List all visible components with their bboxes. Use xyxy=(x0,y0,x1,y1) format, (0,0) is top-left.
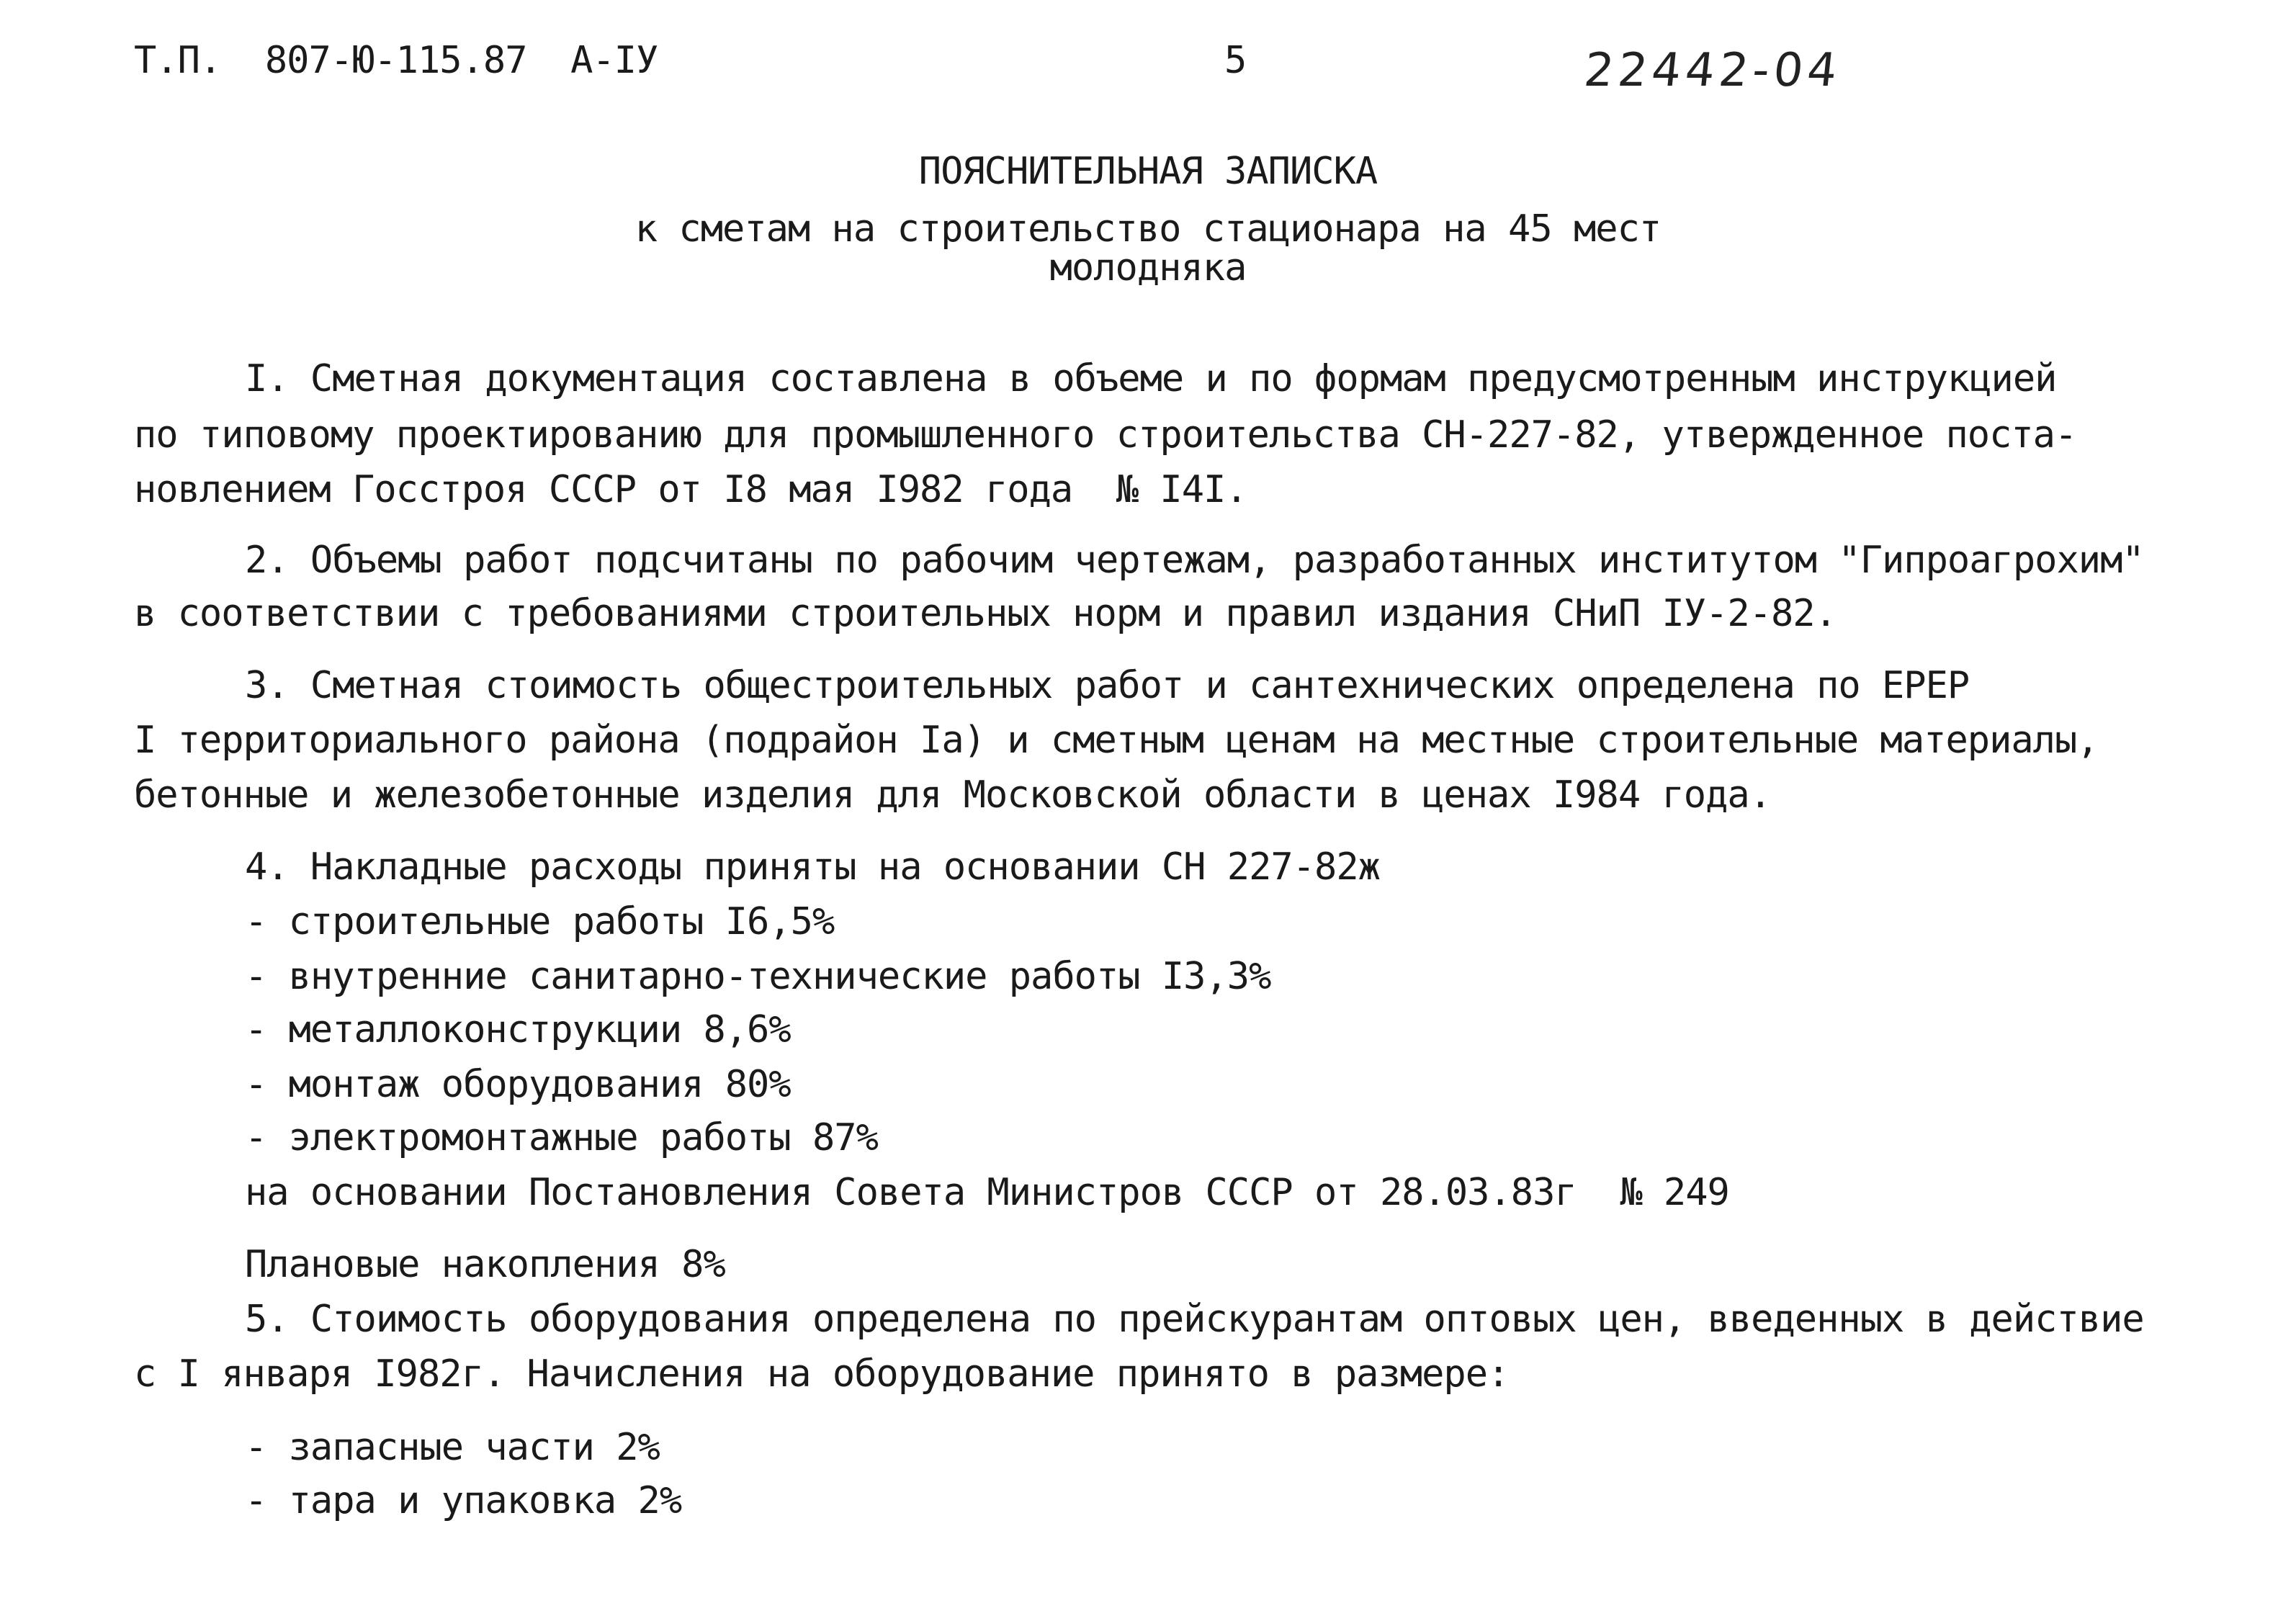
paragraph-1-line-3: новлением Госстроя СССР от I8 мая I982 года № I4I. xyxy=(134,468,1247,511)
overhead-item-sanitary: - внутренние санитарно-технические работы I3,3% xyxy=(245,955,1271,998)
document-subtitle-line-1: к сметам на строительство стационара на 45 мест xyxy=(634,207,1662,251)
paragraph-1-line-2: по типовому проектированию для промышленного строительства СН-227-82, утвержденное поста- xyxy=(134,413,2077,457)
paragraph-2-line-2: в соответствии с требованиями строительных норм и правил издания СНиП ІУ-2-82. xyxy=(134,592,1837,635)
equipment-item-spare-parts: - запасные части 2% xyxy=(245,1426,660,1469)
document-title: ПОЯСНИТЕЛЬНАЯ ЗАПИСКА xyxy=(918,150,1378,193)
handwritten-number: 22442-04 xyxy=(1582,44,1844,97)
paragraph-1-line-1: I. Сметная документация составлена в объеме и по формам предусмотренным инструкцией xyxy=(245,357,2057,400)
document-code: Т.П. 807-Ю-115.87 А-ІУ xyxy=(134,39,658,82)
overhead-item-metal: - металлоконструкции 8,6% xyxy=(245,1008,791,1051)
overhead-item-construction: - строительные работы I6,5% xyxy=(245,900,835,943)
overhead-item-equipment-installation: - монтаж оборудования 80% xyxy=(245,1063,791,1106)
paragraph-4-heading: 4. Накладные расходы приняты на основании СН 227-82ж xyxy=(245,845,1380,889)
equipment-item-packaging: - тара и упаковка 2% xyxy=(245,1479,682,1522)
paragraph-5-line-1: 5. Стоимость оборудования определена по прейскурантам оптовых цен, введенных в действие xyxy=(245,1298,2144,1341)
overhead-item-electrical: - электромонтажные работы 87% xyxy=(245,1116,878,1159)
paragraph-3-line-1: 3. Сметная стоимость общестроительных работ и сантехнических определена по ЕРЕР xyxy=(245,664,1970,707)
paragraph-2-line-1: 2. Объемы работ подсчитаны по рабочим чертежам, разработанных институтом "Гипроагрохим" xyxy=(245,539,2144,582)
paragraph-5-line-2: с I января I982г. Начисления на оборудование принято в размере: xyxy=(134,1352,1510,1396)
paragraph-4-basis: на основании Постановления Совета Министров СССР от 28.03.83г № 249 xyxy=(245,1171,1729,1214)
paragraph-3-line-3: бетонные и железобетонные изделия для Московской области в ценах I984 года. xyxy=(134,773,1771,817)
page-number: 5 xyxy=(1224,39,1247,82)
document-subtitle-line-2: молодняка xyxy=(1049,246,1247,289)
paragraph-3-line-2: I территориального района (подрайон Iа) и сметным ценам на местные строительные материалы, xyxy=(134,719,2099,762)
planned-savings: Плановые накопления 8% xyxy=(245,1243,725,1286)
